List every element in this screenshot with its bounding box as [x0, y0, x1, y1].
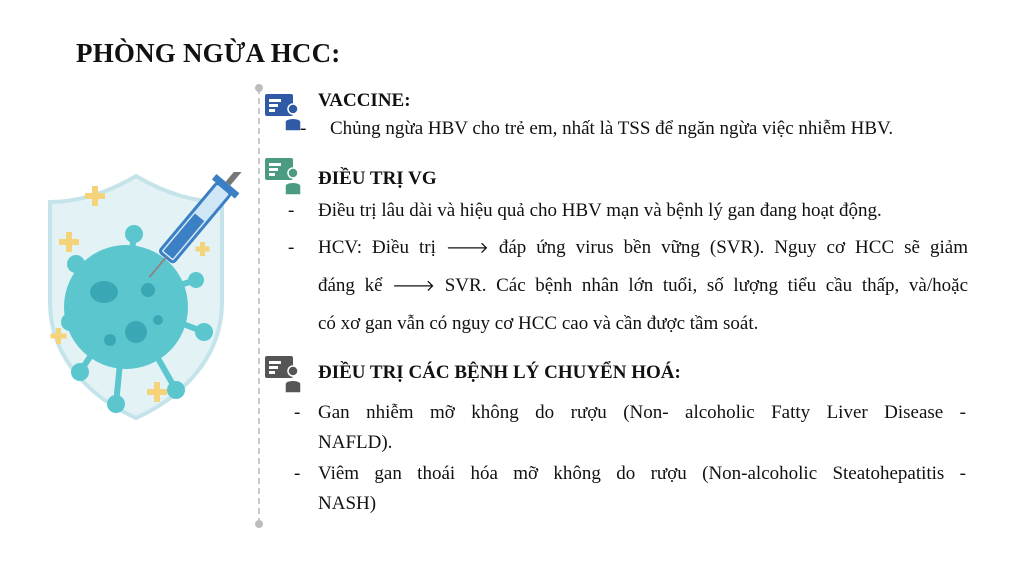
hcv-line-2	[318, 275, 968, 297]
arrow-right-icon: 🡒	[445, 238, 489, 257]
nash-line-2: NASH)	[318, 493, 377, 514]
hcv-text-3: đáng kể	[318, 275, 383, 296]
bullet-marker: -	[288, 237, 295, 258]
vaccine-bullet-text: Chủng ngừa HBV cho trẻ em, nhất là TSS để ngăn ngừa việc nhiễm HBV.	[330, 118, 894, 139]
section-heading-metabolic: ĐIỀU TRỊ CÁC BỆNH LÝ CHUYỂN HOÁ:	[318, 362, 681, 383]
timeline-line	[258, 88, 260, 524]
hcv-line-3: có xơ gan vẫn có nguy cơ HCC cao và cần được tầm soát.	[318, 313, 759, 334]
vaccine-profile-icon	[264, 92, 302, 132]
hcv-text-2: đáp ứng virus bền vững (SVR). Nguy cơ HCC sẽ giảm	[498, 237, 968, 258]
virus-shield-syringe-icon	[36, 172, 246, 422]
arrow-right-icon: 🡒	[392, 276, 436, 295]
nafld-line-2: NAFLD).	[318, 432, 393, 453]
timeline-dot-bottom	[255, 520, 263, 528]
hcv-text-4: SVR. Các bệnh nhân lớn tuổi, số lượng tiểu cầu thấp, và/hoặc	[444, 275, 969, 296]
treatment-profile-icon	[264, 156, 302, 196]
bullet-marker: -	[294, 463, 301, 484]
timeline-dot-top	[255, 84, 263, 92]
hcv-text-1: HCV: Điều trị	[318, 237, 436, 258]
hcv-line-1	[318, 237, 968, 259]
treatment-bullet-hbv: Điều trị lâu dài và hiệu quả cho HBV mạn và bệnh lý gan đang hoạt động.	[318, 200, 882, 221]
section-heading-treatment: ĐIỀU TRỊ VG	[318, 168, 437, 189]
metabolic-profile-icon	[264, 354, 302, 394]
nash-line-1: Viêm gan thoái hóa mỡ không do rượu (Non-alcoholic Steatohepatitis -	[318, 463, 966, 484]
bullet-marker: -	[288, 200, 295, 221]
bullet-marker: -	[294, 402, 301, 423]
page-title: PHÒNG NGỪA HCC:	[76, 38, 341, 68]
bullet-marker: -	[300, 118, 307, 139]
section-heading-vaccine: VACCINE:	[318, 90, 411, 111]
nafld-line-1: Gan nhiễm mỡ không do rượu (Non- alcoholic Fatty Liver Disease -	[318, 402, 966, 423]
